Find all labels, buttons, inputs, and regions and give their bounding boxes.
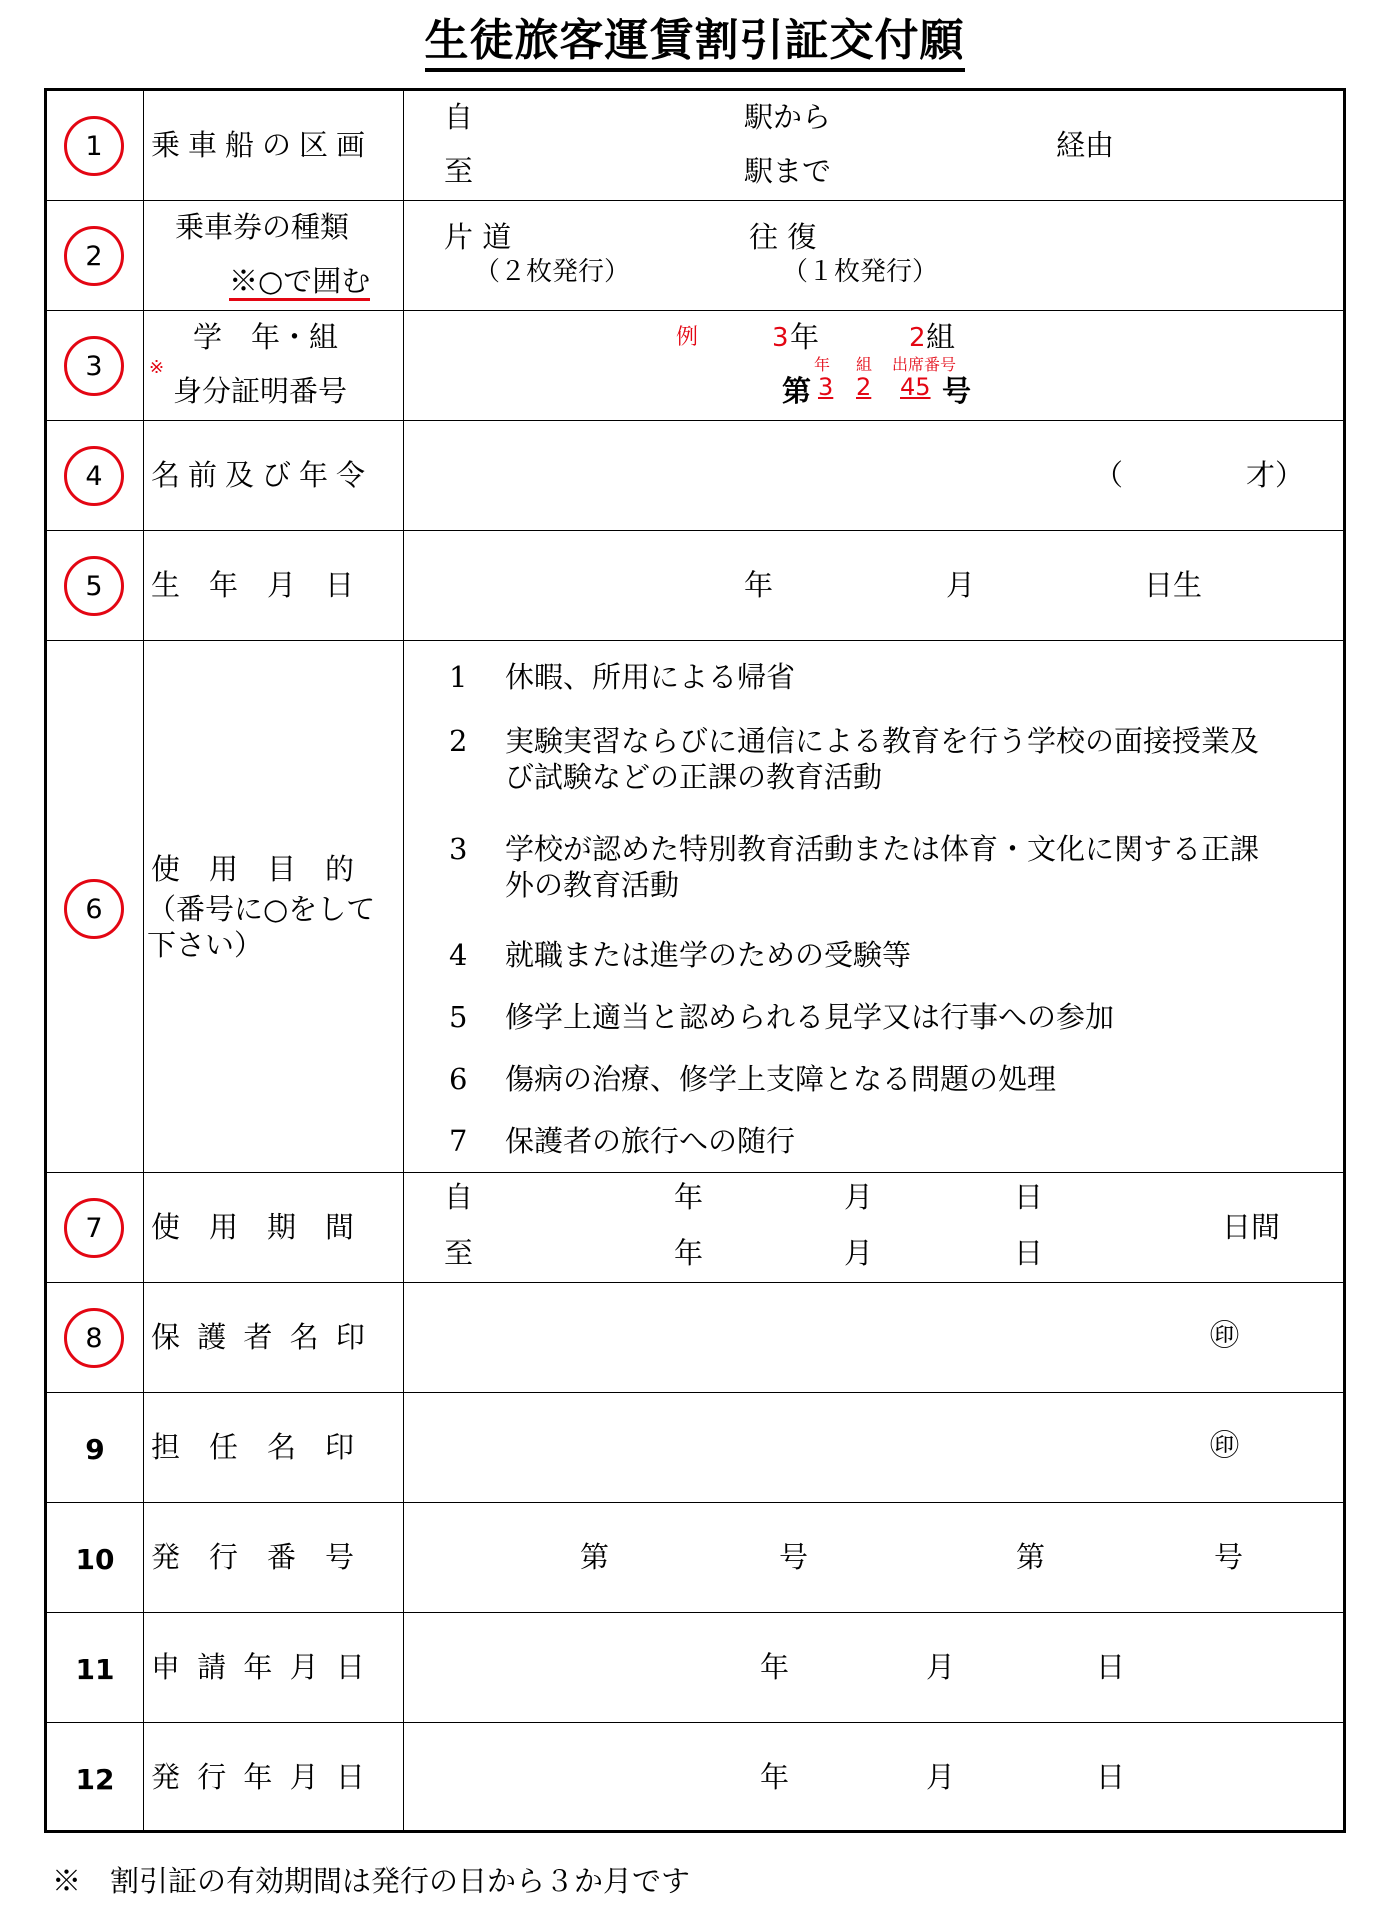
purpose-option-number: 6 xyxy=(449,1062,468,1096)
issue-year-label: 年 xyxy=(760,1760,790,1794)
teacher-seal-field[interactable] xyxy=(404,1393,1343,1502)
guardian-seal-field[interactable] xyxy=(404,1283,1343,1392)
row-number-6: 6 xyxy=(64,879,124,939)
purpose-option-5[interactable] xyxy=(449,999,1285,1035)
application-form xyxy=(44,88,1346,1833)
row-guardian-seal xyxy=(47,1283,1343,1393)
one-way-option[interactable]: 片 道 xyxy=(444,220,512,254)
period-to-month: 月 xyxy=(844,1236,874,1270)
issue-go-2: 号 xyxy=(1214,1540,1244,1574)
issue-date-field[interactable] xyxy=(404,1723,1343,1830)
row-route xyxy=(47,91,1343,201)
row-number-9: 9 xyxy=(85,1433,105,1466)
row-issue-date xyxy=(47,1723,1343,1830)
row-ticket-type xyxy=(47,201,1343,311)
id-class-value: 2 xyxy=(856,373,872,401)
issue-go-1: 号 xyxy=(779,1540,809,1574)
footnote: ※ 割引証の有効期間は発行の日から３か月です xyxy=(52,1864,691,1898)
issue-month-label: 月 xyxy=(926,1760,956,1794)
age-paren-left: （ xyxy=(1094,458,1124,492)
grade-class-label: 学 年・組 xyxy=(193,320,339,354)
application-date-label: 申 請 年 月 日 xyxy=(151,1650,369,1684)
name-age-label: 名前及び年令 xyxy=(151,458,374,492)
row-application-date xyxy=(47,1613,1343,1723)
small-seat-label: 出席番号 xyxy=(892,355,957,374)
birthdate-label: 生 年 月 日 xyxy=(151,568,355,602)
purpose-option-6[interactable] xyxy=(449,1061,1285,1097)
row-number-8: 8 xyxy=(64,1308,124,1368)
round-trip-option[interactable]: 往 復 xyxy=(749,220,817,254)
usage-period-label: 使 用 期 間 xyxy=(151,1210,355,1244)
birth-day-label: 日生 xyxy=(1144,568,1203,602)
period-days-label: 日間 xyxy=(1222,1210,1281,1244)
purpose-option-7[interactable] xyxy=(449,1123,1285,1159)
purpose-option-3[interactable] xyxy=(449,831,1285,903)
purpose-instruction: （番号に○をして下さい） xyxy=(147,892,376,962)
form-title: 生徒旅客運賃割引証交付願 xyxy=(0,4,1389,68)
purpose-option-text: 修学上適当と認められる見学又は行事への参加 xyxy=(505,1000,1115,1034)
row-number-1: 1 xyxy=(64,116,124,176)
id-number-label: 身分証明番号 xyxy=(173,374,348,408)
purpose-option-number: 1 xyxy=(449,660,468,694)
purpose-option-text: 保護者の旅行への随行 xyxy=(505,1124,796,1158)
period-from-day: 日 xyxy=(1014,1180,1044,1214)
asterisk-mark: ※ xyxy=(149,357,165,378)
seal-icon: ㊞ xyxy=(1210,1428,1240,1462)
purpose-option-number: 2 xyxy=(449,724,468,758)
period-from-year: 年 xyxy=(674,1180,704,1214)
row-grade-id xyxy=(47,311,1343,421)
route-field[interactable] xyxy=(404,91,1343,200)
example-class-value: 2 xyxy=(909,323,926,353)
go-label: 号 xyxy=(942,374,972,408)
birthdate-field[interactable] xyxy=(404,531,1343,640)
row-number-2: 2 xyxy=(64,226,124,286)
dai-label: 第 xyxy=(782,374,812,408)
purpose-option-number: 5 xyxy=(449,1000,468,1034)
row-number-7: 7 xyxy=(64,1198,124,1258)
period-to-day: 日 xyxy=(1014,1236,1044,1270)
round-trip-note: （１枚発行） xyxy=(782,257,939,287)
period-from-label: 自 xyxy=(444,1180,474,1214)
issue-dai-2: 第 xyxy=(1016,1540,1046,1574)
purpose-option-text: 休暇、所用による帰省 xyxy=(505,660,796,694)
purpose-option-number: 3 xyxy=(449,832,468,866)
purpose-option-text: 傷病の治療、修学上支障となる問題の処理 xyxy=(505,1062,1057,1096)
period-to-label: 至 xyxy=(444,1236,474,1270)
application-date-field[interactable] xyxy=(404,1613,1343,1722)
name-age-field[interactable] xyxy=(404,421,1343,530)
issue-number-field[interactable] xyxy=(404,1503,1343,1612)
purpose-option-number: 7 xyxy=(449,1124,468,1158)
issue-dai-1: 第 xyxy=(580,1540,610,1574)
id-seat-value: 45 xyxy=(900,373,931,401)
row-birthdate xyxy=(47,531,1343,641)
purpose-option-2[interactable] xyxy=(449,723,1285,795)
row-issue-number xyxy=(47,1503,1343,1613)
period-from-month: 月 xyxy=(844,1180,874,1214)
purpose-option-text: 学校が認めた特別教育活動または体育・文化に関する正課外の教育活動 xyxy=(505,832,1260,902)
from-label: 自 xyxy=(444,100,474,134)
purpose-option-1[interactable] xyxy=(449,659,1285,695)
purpose-option-text: 就職または進学のための受験等 xyxy=(505,938,912,972)
issue-day-label: 日 xyxy=(1096,1760,1126,1794)
row-purpose xyxy=(47,641,1343,1173)
station-from-label: 駅から xyxy=(744,100,832,134)
small-year-label: 年 xyxy=(814,355,831,374)
id-year-value: 3 xyxy=(818,373,834,401)
issue-number-label: 発 行 番 号 xyxy=(151,1540,355,1574)
app-month-label: 月 xyxy=(926,1650,956,1684)
purpose-option-4[interactable] xyxy=(449,937,1285,973)
year-label: 年 xyxy=(790,320,820,354)
birth-year-label: 年 xyxy=(744,568,774,602)
app-year-label: 年 xyxy=(760,1650,790,1684)
one-way-note: （２枚発行） xyxy=(474,257,631,287)
guardian-seal-label: 保 護 者 名 印 xyxy=(151,1320,369,1354)
purpose-list xyxy=(404,641,1343,1172)
issue-date-label: 発 行 年 月 日 xyxy=(151,1760,369,1794)
row-number-3: 3 xyxy=(64,336,124,396)
row-teacher-seal xyxy=(47,1393,1343,1503)
row-number-10: 10 xyxy=(75,1543,115,1576)
row-number-4: 4 xyxy=(64,446,124,506)
usage-period-field[interactable] xyxy=(404,1173,1343,1282)
row-number-12: 12 xyxy=(75,1763,115,1796)
small-class-label: 組 xyxy=(856,355,873,374)
purpose-option-text: 実験実習ならびに通信による教育を行う学校の面接授業及び試験などの正課の教育活動 xyxy=(505,724,1260,794)
row-number-11: 11 xyxy=(75,1653,115,1686)
purpose-label: 使 用 目 的 xyxy=(151,852,355,886)
route-label: 乗車船の区画 xyxy=(151,128,374,162)
row-number-5: 5 xyxy=(64,556,124,616)
period-to-year: 年 xyxy=(674,1236,704,1270)
station-to-label: 駅まで xyxy=(744,154,832,188)
teacher-seal-label: 担 任 名 印 xyxy=(151,1430,355,1464)
app-day-label: 日 xyxy=(1096,1650,1126,1684)
example-label: 例 xyxy=(676,325,699,350)
row-name-age xyxy=(47,421,1343,531)
circle-instruction: ※○で囲む xyxy=(229,267,370,301)
grade-id-field[interactable] xyxy=(404,311,1343,420)
birth-month-label: 月 xyxy=(946,568,976,602)
purpose-option-number: 4 xyxy=(449,938,468,972)
ticket-type-label: 乗車券の種類 xyxy=(175,210,350,244)
class-label: 組 xyxy=(926,320,956,354)
age-unit: 才） xyxy=(1246,458,1305,492)
via-label: 経由 xyxy=(1056,128,1115,162)
row-usage-period xyxy=(47,1173,1343,1283)
seal-icon: ㊞ xyxy=(1210,1318,1240,1352)
to-label: 至 xyxy=(444,154,474,188)
example-year-value: 3 xyxy=(772,323,789,353)
